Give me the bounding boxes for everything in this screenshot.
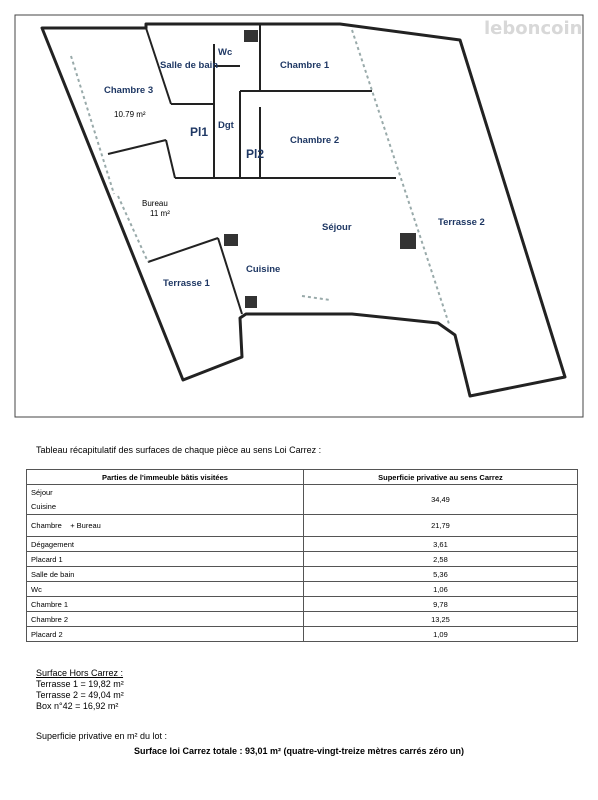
table-row [27,552,578,567]
table-row [27,537,578,552]
row-value: 21,79 [303,515,577,537]
row-name [27,485,304,515]
hors-carrez-line: Box n°42 = 16,92 m² [36,701,119,711]
table-row [27,627,578,642]
table-row [27,597,578,612]
room-wc: Wc [218,47,233,58]
row-name [27,515,304,537]
row-name-line1: Séjour [31,488,53,497]
row-name: Placard 1 [27,552,304,567]
room-terrasse-1: Terrasse 1 [163,278,210,289]
header-superficie: Superficie privative au sens Carrez [303,470,577,485]
hors-carrez-title: Surface Hors Carrez : [36,668,124,678]
row-name-line1: Chambre [31,521,62,530]
row-value: 2,58 [303,552,577,567]
hors-carrez-line: Terrasse 2 = 49,04 m² [36,690,124,700]
row-value: 1,09 [303,627,577,642]
row-value: 13,25 [303,612,577,627]
row-name-line2: Cuisine [31,502,57,511]
room-chambre-2: Chambre 2 [290,135,340,146]
room-salle-de-bain: Salle de bain [160,60,219,71]
room-sejour: Séjour [322,222,352,233]
room-bureau-area: 11 m² [150,209,170,218]
room-pl2: Pl2 [246,147,265,161]
room-bureau: Bureau [142,199,168,208]
room-dgt: Dgt [218,120,234,131]
table-row [27,515,578,537]
row-value: 5,36 [303,567,577,582]
watermark-logo: leboncoin [484,18,583,39]
row-name: Chambre 2 [27,612,304,627]
room-terrasse-2: Terrasse 2 [438,217,485,228]
privative-label: Superficie privative en m² du lot : [36,731,168,741]
row-value: 3,61 [303,537,577,552]
table-row [27,567,578,582]
plan-frame [15,15,583,417]
table-header-row [27,470,578,485]
total-surface: Surface loi Carrez totale : 93,01 m² (quatre-vingt-treize mètres carrés zéro un) [133,746,465,756]
hors-carrez-block [36,668,124,712]
room-chambre-3: Chambre 3 [104,85,154,96]
surface-table [26,469,578,642]
row-name: Wc [27,582,304,597]
room-cuisine: Cuisine [246,264,281,275]
room-pl1: Pl1 [190,125,209,139]
row-name-line2: + Bureau [70,521,101,530]
table-intro: Tableau récapitulatif des surfaces de chaque pièce au sens Loi Carrez : [36,445,322,455]
header-parties: Parties de l'immeuble bâtis visitées [27,470,304,485]
row-value: 1,06 [303,582,577,597]
row-name: Salle de bain [27,567,304,582]
row-name: Placard 2 [27,627,304,642]
table-row [27,612,578,627]
row-name: Dégagement [27,537,304,552]
room-chambre-3-area: 10.79 m² [114,110,146,119]
hors-carrez-line: Terrasse 1 = 19,82 m² [36,679,124,689]
row-value: 9,78 [303,597,577,612]
room-chambre-1: Chambre 1 [280,60,330,71]
table-row [27,582,578,597]
row-name: Chambre 1 [27,597,304,612]
table-row [27,485,578,515]
row-value: 34,49 [303,485,577,515]
